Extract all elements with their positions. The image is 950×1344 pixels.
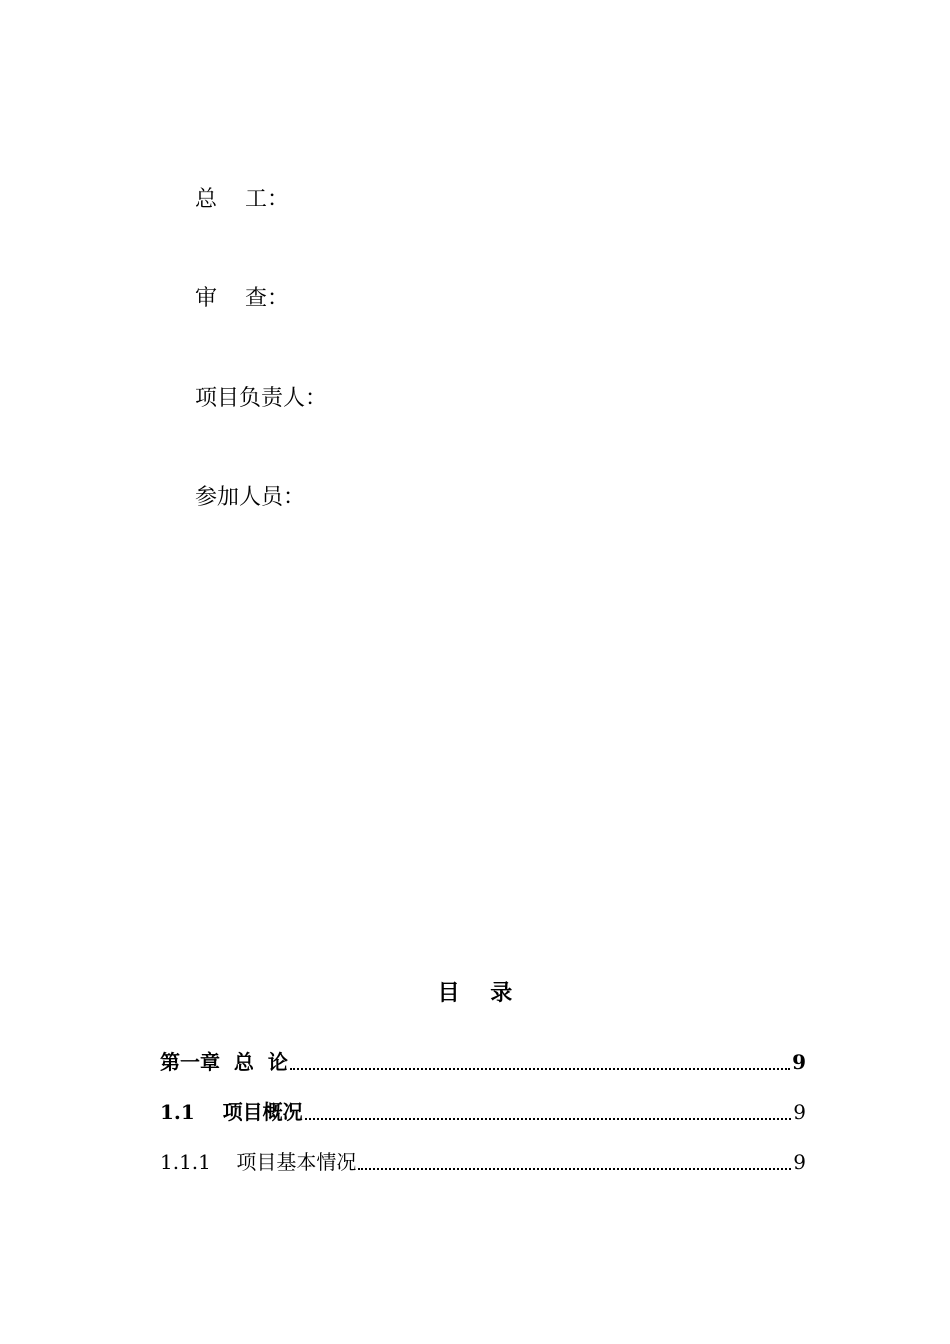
project-lead-field: 项目负责人： <box>195 386 328 411</box>
toc-entry-number: 第一章 总 论 <box>160 1050 288 1074</box>
toc-entry-page: 9 <box>793 1150 806 1174</box>
chief-engineer-field: 总 工： <box>195 187 289 212</box>
toc-entry-page: 9 <box>792 1050 806 1074</box>
toc-entry-section-1-1-1[interactable] <box>160 1148 806 1176</box>
reviewer-field: 审 查： <box>195 286 289 311</box>
toc-dot-leader <box>305 1118 792 1120</box>
participants-field: 参加人员： <box>195 485 306 510</box>
toc-dot-leader <box>358 1168 791 1170</box>
toc-entry-chapter-1[interactable] <box>160 1048 806 1076</box>
toc-entry-label: 项目概况 <box>222 1100 303 1124</box>
toc-entry-number: 1.1 <box>160 1100 223 1124</box>
toc-entry-section-1-1[interactable] <box>160 1098 806 1126</box>
toc-entry-label: 项目基本情况 <box>236 1150 357 1174</box>
toc-entry-page: 9 <box>793 1100 806 1124</box>
toc-entry-number: 1.1.1 <box>160 1150 237 1174</box>
toc-title: 目 录 <box>437 980 513 1006</box>
toc-dot-leader <box>290 1068 790 1070</box>
